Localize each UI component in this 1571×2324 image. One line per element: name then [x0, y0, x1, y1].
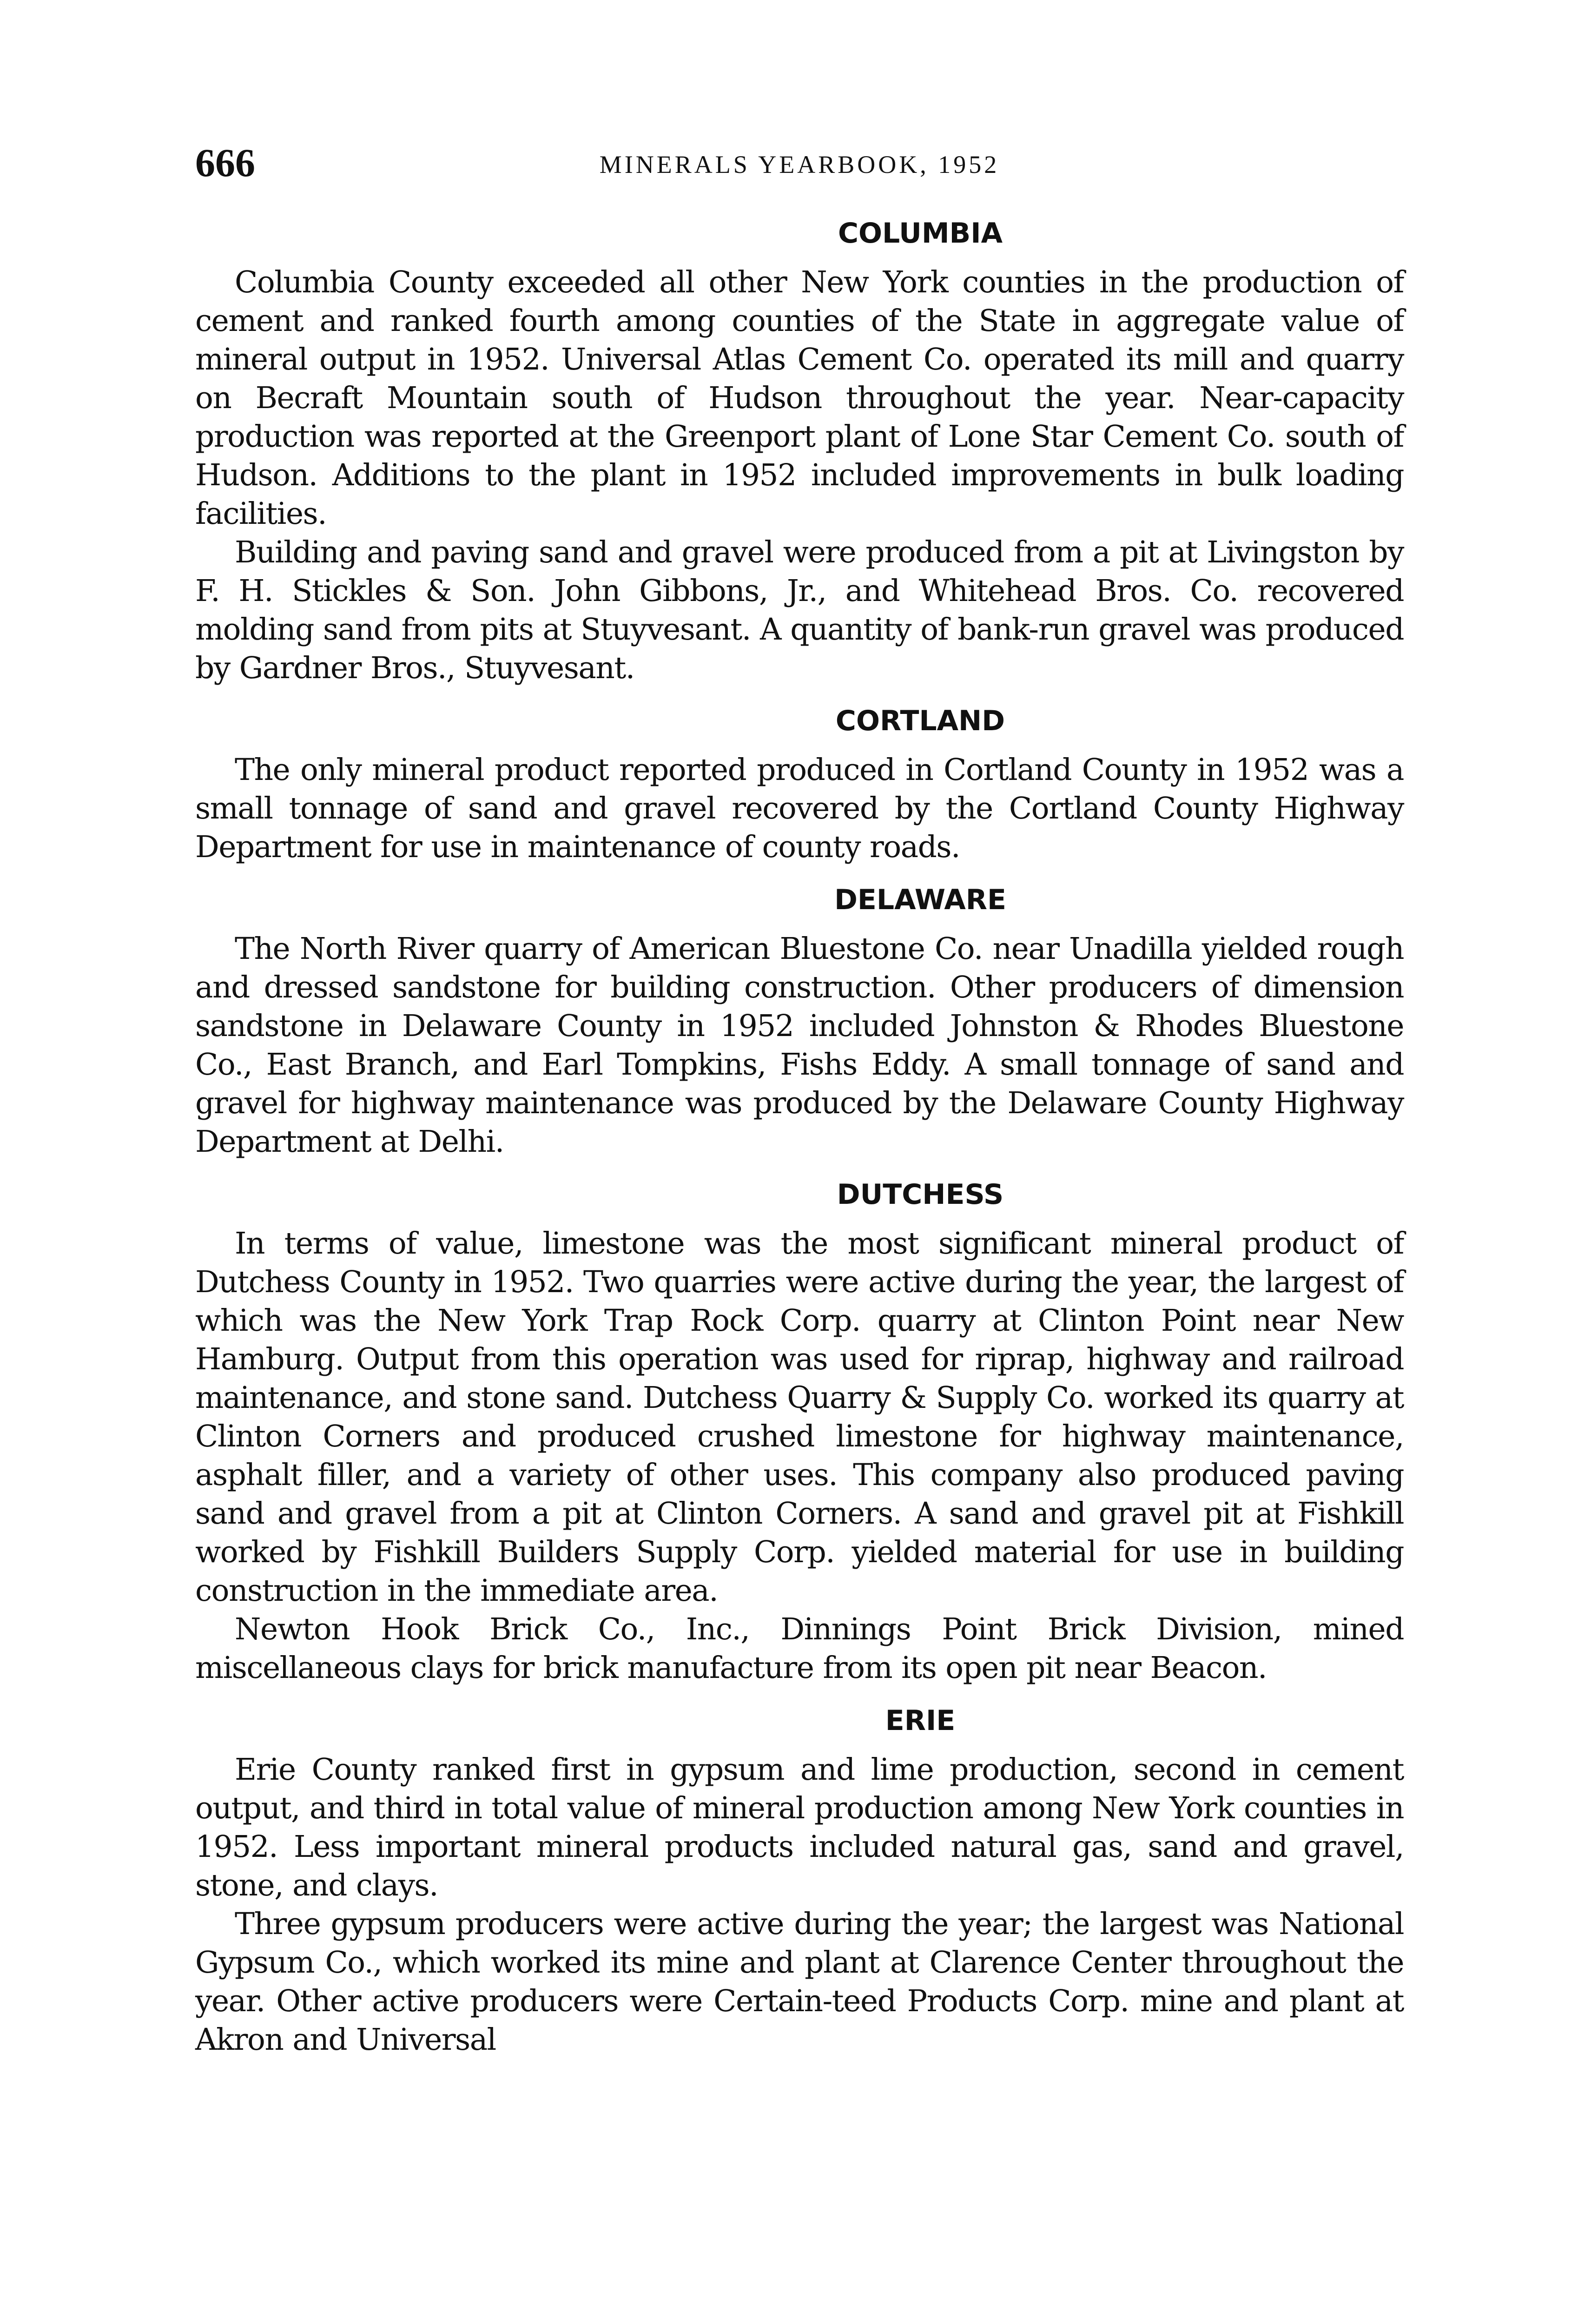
paragraph: The only mineral product reported produced in Cortland County in 1952 was a small tonnage of sand and gravel recovered by the Cortland County Highway Department for use in maintenance of county roads.	[195, 753, 1404, 865]
page-number: 666	[195, 140, 255, 185]
paragraph: The North River quarry of American Bluestone Co. near Unadilla yielded rough and dressed sandstone for building construction. Other producers of dimension sandstone in Delaware County in 1952 included Johnston & Rhodes Bluestone Co., East Branch, and Earl Tompkins, Fishs Eddy. A small tonnage of sand and gravel for highway maintenance was produced by the Delaware County Highway Department at Delhi.	[195, 931, 1404, 1159]
section-heading: COLUMBIA	[838, 217, 1003, 250]
paragraph: In terms of value, limestone was the most significant mineral product of Dutchess County in 1952. Two quarries were active during the year, the largest of which was the New York Trap Rock Corp. quarry at Clinton Point near New Hamburg. Output from this operation was used for riprap, highway and railroad maintenance, and stone sand. Dutchess Quarry & Supply Co. worked its quarry at Clinton Corners and produced crushed limestone for highway maintenance, asphalt filler, and a variety of other uses. This company also produced paving sand and gravel from a pit at Clinton Corners. A sand and gravel pit at Fishkill worked by Fishkill Builders Supply Corp. yielded material for use in building construction in the immediate area.	[195, 1226, 1404, 1608]
paragraph: Newton Hook Brick Co., Inc., Dinnings Point Brick Division, mined miscellaneous clays for brick manufacture from its open pit near Beacon.	[195, 1612, 1404, 1685]
section-dutchess	[195, 1175, 1404, 1687]
section-heading: DELAWARE	[834, 884, 1006, 916]
section-cortland	[195, 701, 1404, 866]
section-heading: CORTLAND	[835, 705, 1005, 737]
section-heading: ERIE	[885, 1704, 956, 1737]
paragraph: Columbia County exceeded all other New York counties in the production of cement and ranked fourth among counties of the State in aggregate value of mineral output in 1952. Universal Atlas Cement Co. operated its mill and quarry on Becraft Mountain south of Hudson throughout the year. Near-capacity production was reported at the Greenport plant of Lone Star Cement Co. south of Hudson. Additions to the plant in 1952 included improvements in bulk loading facilities.	[195, 265, 1404, 531]
section-erie	[195, 1701, 1404, 2059]
section-heading: DUTCHESS	[837, 1178, 1004, 1211]
paragraph: Erie County ranked first in gypsum and lime production, second in cement output, and third in total value of mineral production among New York counties in 1952. Less important mineral products included natural gas, sand and gravel, stone, and clays.	[195, 1752, 1404, 1903]
running-title: MINERALS YEARBOOK, 1952	[599, 151, 1000, 178]
section-columbia	[195, 214, 1404, 687]
paragraph: Building and paving sand and gravel were produced from a pit at Livingston by F. H. Stickles & Son. John Gibbons, Jr., and Whitehead Bros. Co. recovered molding sand from pits at Stuyvesant. A quantity of bank-run gravel was produced by Gardner Bros., Stuyvesant.	[195, 535, 1404, 686]
section-delaware	[195, 880, 1404, 1161]
document-page	[195, 139, 1404, 2059]
paragraph: Three gypsum producers were active during the year; the largest was National Gypsum Co., which worked its mine and plant at Clarence Center throughout the year. Other active producers were Certain-teed Products Corp. mine and plant at Akron and Universal	[195, 1907, 1404, 2057]
running-head	[195, 139, 1404, 191]
